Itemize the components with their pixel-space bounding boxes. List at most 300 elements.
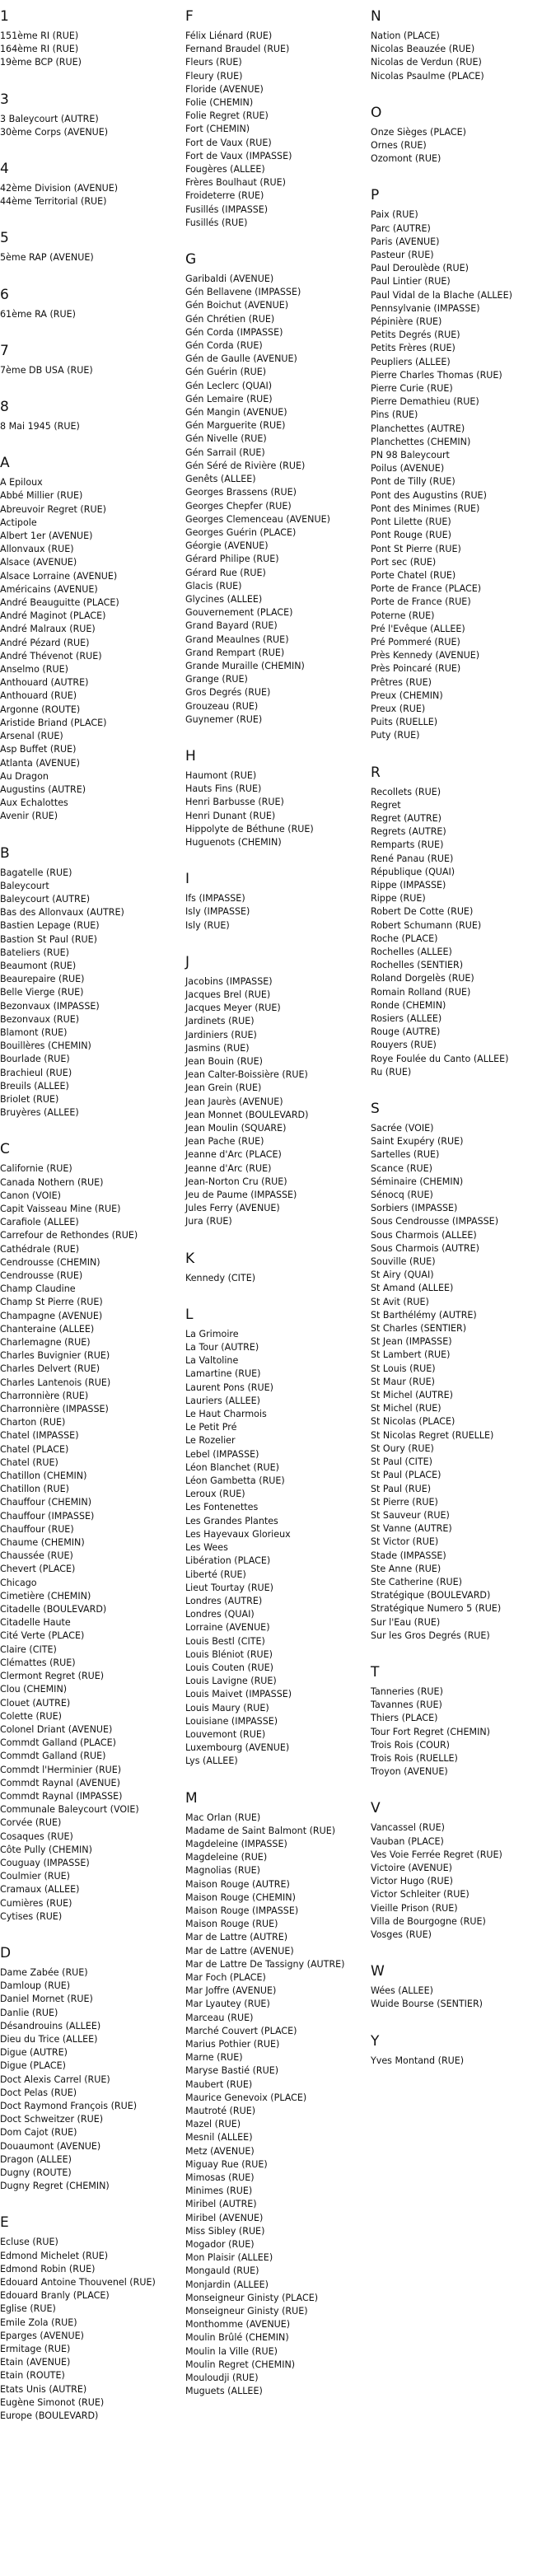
street-name: Grande Muraille (CHEMIN) (185, 660, 305, 671)
street-name: Près Kennedy (AVENUE) (371, 650, 480, 662)
street-name: Douaumont (AVENUE) (0, 2140, 101, 2152)
street-name: St Paul (PLACE) (371, 1470, 442, 1481)
section-letter-heading: V (371, 1800, 381, 1817)
street-name: Kennedy (CITE) (185, 1272, 256, 1283)
street-name: St Barthélémy (AUTRE) (371, 1309, 477, 1321)
letter-section (0, 1141, 185, 1924)
street-name: Luxembourg (AVENUE) (185, 1742, 290, 1754)
street-name: Léon Gambetta (RUE) (185, 1475, 285, 1487)
street-name: André Beauguitte (PLACE) (0, 597, 119, 609)
street-name: Peupliers (ALLEE) (371, 356, 451, 367)
section-letter-heading: T (371, 1663, 380, 1681)
letter-section (371, 105, 556, 166)
letter-section (185, 871, 371, 933)
street-name: Londres (AUTRE) (185, 1595, 263, 1606)
street-name: Louisiane (IMPASSE) (185, 1715, 278, 1727)
street-name: Isly (IMPASSE) (185, 906, 250, 918)
street-name: Champ St Pierre (RUE) (0, 1297, 103, 1308)
street-name: Baleycourt (AUTRE) (0, 893, 91, 905)
street-name: Moulin la Ville (RUE) (185, 2345, 278, 2357)
street-name: Magdeleine (RUE) (185, 1852, 268, 1863)
street-name: Georges Chepfer (RUE) (185, 500, 292, 512)
street-name: Bruyères (ALLEE) (0, 1107, 79, 1119)
letter-section (371, 1664, 556, 1779)
street-name: Charton (RUE) (0, 1417, 66, 1428)
street-name: Pont Lilette (RUE) (371, 517, 451, 528)
street-name: Mesnil (ALLEE) (185, 2132, 253, 2144)
street-name: Couguay (IMPASSE) (0, 1857, 90, 1868)
street-name: Pasteur (RUE) (371, 250, 434, 261)
street-name: Poterne (RUE) (371, 610, 435, 621)
street-name: Edmond Michelet (RUE) (0, 2250, 109, 2261)
street-name: Marius Pothier (RUE) (185, 2039, 280, 2050)
street-name: Maubert (RUE) (185, 2078, 253, 2090)
street-name: Digue (AUTRE) (0, 2047, 68, 2059)
street-name: Ves Voie Ferrée Regret (RUE) (371, 1849, 502, 1860)
street-name: Ermitage (RUE) (0, 2344, 71, 2355)
street-name: Chatel (PLACE) (0, 1443, 69, 1455)
street-name: Sorbiers (IMPASSE) (371, 1203, 458, 1214)
street-name: Londres (QUAI) (185, 1609, 255, 1620)
street-name: Rouyers (RUE) (371, 1040, 437, 1051)
street-name: Roland Dorgelès (RUE) (371, 973, 474, 984)
street-name: Fleurs (RUE) (185, 57, 242, 68)
street-name: Victor Schleiter (RUE) (371, 1889, 470, 1900)
street-name: Au Dragon (0, 770, 49, 782)
section-letter-heading: D (0, 1944, 12, 1961)
street-name: Moulin Regret (CHEMIN) (185, 2359, 296, 2370)
street-name: Grouzeau (RUE) (185, 700, 259, 712)
street-name: Huguenots (CHEMIN) (185, 836, 282, 848)
street-name: Recollets (RUE) (371, 786, 442, 797)
street-name: Chatel (IMPASSE) (0, 1430, 79, 1442)
street-name: Pont Rouge (RUE) (371, 530, 451, 541)
street-name: Cimetière (CHEMIN) (0, 1590, 91, 1601)
street-name: Libération (PLACE) (185, 1555, 271, 1567)
letter-section (371, 1101, 556, 1643)
street-name: Paul Lintier (RUE) (371, 276, 451, 288)
letter-section (185, 1790, 371, 2399)
street-name: Etain (AVENUE) (0, 2357, 71, 2368)
street-name: Gén Bellavene (IMPASSE) (185, 287, 301, 298)
street-name: Augustins (AUTRE) (0, 783, 86, 795)
street-name: Trois Rois (RUELLE) (371, 1752, 458, 1764)
street-name: Miribel (AVENUE) (185, 2212, 264, 2223)
street-name: Clou (CHEMIN) (0, 1684, 68, 1695)
index-column-2 (185, 8, 371, 2419)
street-name: Regrets (AUTRE) (371, 826, 446, 838)
street-name: Dugny Regret (CHEMIN) (0, 2181, 110, 2192)
street-name: Asp Buffet (RUE) (0, 744, 77, 755)
street-name: Louis Bestl (CITE) (185, 1635, 265, 1647)
street-name: Gén Chrétien (RUE) (185, 313, 275, 325)
street-name: St Lambert (RUE) (371, 1349, 451, 1361)
street-name: Charles Lantenois (RUE) (0, 1377, 111, 1388)
section-letter-heading: M (185, 1789, 198, 1807)
street-name: Pré l'Evêque (ALLEE) (371, 623, 465, 634)
street-name: Jeu de Paume (IMPASSE) (185, 1190, 297, 1201)
street-name: Sous Cendrousse (IMPASSE) (371, 1216, 499, 1227)
letter-section (371, 764, 556, 1079)
street-name: Doct Schweitzer (RUE) (0, 2114, 104, 2125)
street-name: Albert 1er (AVENUE) (0, 531, 93, 542)
street-name: Jeanne d'Arc (RUE) (185, 1162, 272, 1174)
section-letter-heading: 7 (0, 342, 9, 359)
street-name: Pins (RUE) (371, 409, 418, 421)
street-name: Daniel Mornet (RUE) (0, 1994, 93, 2005)
street-name: Pont de Tilly (RUE) (371, 476, 456, 488)
street-name: 5ème RAP (AVENUE) (0, 252, 94, 264)
street-name: Bouillères (CHEMIN) (0, 1040, 91, 1052)
street-name: Bastien Lepage (RUE) (0, 920, 100, 932)
street-name: Sartelles (RUE) (371, 1149, 440, 1161)
street-name: Miguay Rue (RUE) (185, 2158, 268, 2170)
street-name: Tavannes (RUE) (371, 1699, 442, 1711)
street-name: 7ème DB USA (RUE) (0, 364, 93, 376)
street-name: Fleury (RUE) (185, 70, 243, 82)
street-name: Pierre Demathieu (RUE) (371, 396, 479, 408)
street-name: Cosaques (RUE) (0, 1830, 73, 1842)
street-name: Pennsylvanie (IMPASSE) (371, 302, 480, 314)
street-name: Charronnière (RUE) (0, 1390, 89, 1401)
street-name: Jean Calter-Boissière (RUE) (185, 1069, 308, 1081)
street-name: St Nicolas Regret (RUELLE) (371, 1429, 494, 1441)
street-name: Glacis (RUE) (185, 580, 242, 591)
street-name: Porte de France (PLACE) (371, 583, 482, 595)
street-name: Genêts (ALLEE) (185, 474, 256, 485)
street-name: Mouloudji (RUE) (185, 2373, 259, 2384)
street-name: Maison Rouge (RUE) (185, 1919, 278, 1930)
section-letter-heading: W (371, 1963, 385, 1980)
street-name: Ru (RUE) (371, 1066, 412, 1078)
street-name: Mar de Lattre (AVENUE) (185, 1945, 294, 1957)
street-name: Danlie (RUE) (0, 2007, 58, 2018)
street-name: Gén Mangin (AVENUE) (185, 407, 287, 418)
street-name: Anthouard (AUTRE) (0, 677, 89, 689)
street-name: Dragon (ALLEE) (0, 2153, 72, 2165)
street-name: Cytises (RUE) (0, 1910, 63, 1922)
street-name: Jean Bouin (RUE) (185, 1056, 264, 1067)
letter-section (0, 287, 185, 321)
street-name: Paix (RUE) (371, 209, 418, 221)
street-name: Frères Boulhaut (RUE) (185, 177, 286, 189)
street-name: Canada Nothern (RUE) (0, 1176, 104, 1188)
street-name: Pépinière (RUE) (371, 316, 442, 328)
street-name: Sur les Gros Degrés (RUE) (371, 1629, 490, 1641)
street-name: Chatel (RUE) (0, 1456, 58, 1468)
street-name: Doct Alexis Carrel (RUE) (0, 2073, 110, 2085)
street-name: Belle Vierge (RUE) (0, 987, 84, 998)
street-name: Jeanne d'Arc (PLACE) (185, 1149, 282, 1161)
street-name: Chanteraine (ALLEE) (0, 1323, 95, 1335)
street-name: Charronnière (IMPASSE) (0, 1404, 109, 1415)
street-name: Gén Nivelle (RUE) (185, 433, 267, 445)
street-name: Arsenal (RUE) (0, 731, 63, 742)
street-name: Nicolas Beauzée (RUE) (371, 44, 475, 55)
street-name: 151ème RI (RUE) (0, 30, 79, 41)
street-name: St Sauveur (RUE) (371, 1509, 450, 1521)
street-name: Les Fontenettes (185, 1502, 259, 1513)
street-name: Robert Schumann (RUE) (371, 919, 482, 931)
street-name: Monseigneur Ginisty (RUE) (185, 2306, 308, 2317)
street-name: Charlemagne (RUE) (0, 1337, 91, 1349)
street-name: Maison Rouge (AUTRE) (185, 1878, 290, 1890)
street-name: Pont des Augustins (RUE) (371, 489, 487, 501)
street-name: Maryse Bastié (RUE) (185, 2065, 279, 2077)
street-name: Clermont Regret (RUE) (0, 1671, 105, 1682)
street-name: Près Poincaré (RUE) (371, 663, 461, 675)
street-name: Fort (CHEMIN) (185, 124, 250, 135)
street-name: Tour Fort Regret (CHEMIN) (371, 1726, 490, 1737)
letter-section (185, 1307, 371, 1769)
letter-section (185, 748, 371, 849)
street-name: Ste Catherine (RUE) (371, 1576, 463, 1587)
section-letter-heading: 5 (0, 230, 9, 247)
street-name: Gros Degrés (RUE) (185, 687, 271, 699)
street-name: Commdt Raynal (AVENUE) (0, 1777, 120, 1788)
street-name: Mon Plaisir (ALLEE) (185, 2252, 273, 2264)
street-name: St Maur (RUE) (371, 1376, 435, 1387)
street-name: Jean Monnet (BOULEVARD) (185, 1109, 309, 1120)
street-name: Beaurepaire (RUE) (0, 974, 85, 985)
street-name: Atlanta (AVENUE) (0, 757, 80, 769)
street-name: Tanneries (RUE) (371, 1685, 443, 1697)
street-name: Preux (CHEMIN) (371, 690, 443, 701)
street-name: Beaumont (RUE) (0, 960, 77, 971)
street-name: Georges Guérin (PLACE) (185, 526, 297, 538)
street-name: Mar Lyautey (RUE) (185, 1999, 270, 2010)
index-column-3 (371, 8, 556, 2089)
street-name: Parc (AUTRE) (371, 222, 431, 234)
street-name: Garibaldi (AVENUE) (185, 273, 274, 285)
street-name: Wées (ALLEE) (371, 1985, 433, 1997)
section-letter-heading: J (185, 953, 190, 970)
street-name: Muguets (ALLEE) (185, 2386, 263, 2397)
section-letter-heading: G (185, 251, 197, 269)
street-name: Anselmo (RUE) (0, 664, 68, 676)
letter-section (0, 343, 185, 377)
street-name: Port sec (RUE) (371, 556, 437, 568)
street-name: Mazel (RUE) (185, 2119, 241, 2130)
street-name: 61ème RA (RUE) (0, 308, 76, 320)
street-name: Bateliers (RUE) (0, 947, 69, 958)
street-name: Petits Frères (RUE) (371, 343, 456, 354)
street-name: Sous Charmois (ALLEE) (371, 1229, 477, 1241)
street-name: Wuide Bourse (SENTIER) (371, 1999, 483, 2010)
street-name: Capit Vaisseau Mine (RUE) (0, 1203, 121, 1214)
street-name: Puits (RUELLE) (371, 717, 438, 728)
street-name: Abreuvoir Regret (RUE) (0, 503, 106, 515)
street-name: Les Grandes Plantes (185, 1515, 278, 1526)
street-name: Citadelle (BOULEVARD) (0, 1604, 107, 1615)
street-name: Marceau (RUE) (185, 2012, 254, 2023)
street-name: Breuils (ALLEE) (0, 1080, 69, 1092)
street-name: Monseigneur Ginisty (PLACE) (185, 2292, 319, 2303)
street-name: Rochelles (SENTIER) (371, 960, 464, 971)
letter-section (0, 399, 185, 433)
street-name: Dame Zabée (RUE) (0, 1966, 88, 1978)
street-name: Grand Bayard (RUE) (185, 620, 278, 632)
street-name: St Amand (ALLEE) (371, 1283, 454, 1294)
street-name: Rochelles (ALLEE) (371, 946, 452, 957)
street-name: Chaussée (RUE) (0, 1550, 73, 1562)
street-name: Désandrouins (ALLEE) (0, 2020, 101, 2031)
street-name: Côte Pully (CHEMIN) (0, 1844, 92, 1855)
street-name: Chatillon (RUE) (0, 1484, 70, 1495)
street-name: Chaume (CHEMIN) (0, 1537, 85, 1549)
street-name: Géorgie (AVENUE) (185, 540, 269, 552)
letter-section (0, 8, 185, 70)
street-name: Dugny (ROUTE) (0, 2167, 72, 2178)
street-name: Carrefour de Rethondes (RUE) (0, 1230, 138, 1241)
section-letter-heading: H (185, 747, 196, 764)
street-name: 42ème Division (AVENUE) (0, 183, 119, 194)
letter-section (0, 91, 185, 139)
street-name: Henri Barbusse (RUE) (185, 797, 284, 808)
section-letter-heading: 4 (0, 161, 9, 178)
street-name: Ozomont (RUE) (371, 153, 442, 165)
street-name: Ronde (CHEMIN) (371, 999, 446, 1011)
section-letter-heading: F (185, 8, 194, 25)
section-letter-heading: P (371, 187, 380, 204)
street-name: Gén Corda (RUE) (185, 340, 263, 352)
street-name: Lamartine (RUE) (185, 1368, 261, 1380)
section-letter-heading: E (0, 2214, 9, 2232)
street-name: Ornes (RUE) (371, 140, 427, 152)
street-name: St Paul (CITE) (371, 1456, 433, 1468)
street-name: Fort de Vaux (IMPASSE) (185, 150, 292, 161)
street-name: Paul Deroulède (RUE) (371, 263, 469, 274)
street-name: Rosiers (ALLEE) (371, 1013, 442, 1024)
street-name: Marne (RUE) (185, 2052, 243, 2064)
letter-section (371, 1963, 556, 2011)
street-name: Mimosas (RUE) (185, 2172, 255, 2184)
street-name: Doct Raymond François (RUE) (0, 2100, 138, 2111)
street-name: République (QUAI) (371, 866, 456, 877)
street-name: Eparges (AVENUE) (0, 2330, 84, 2341)
street-name: Pierre Curie (RUE) (371, 383, 453, 395)
street-name: St Avit (RUE) (371, 1296, 429, 1307)
street-name: Jean-Norton Cru (RUE) (185, 1176, 287, 1187)
street-name: Magdeleine (IMPASSE) (185, 1838, 287, 1849)
street-name: Sous Charmois (AUTRE) (371, 1242, 479, 1254)
street-name: 164ème RI (RUE) (0, 44, 79, 55)
street-name: Pont St Pierre (RUE) (371, 543, 461, 554)
street-name: Colette (RUE) (0, 1710, 62, 1722)
street-name: 30ème Corps (AVENUE) (0, 126, 109, 138)
street-name: Avenir (RUE) (0, 811, 58, 822)
street-name: Pré Pommeré (RUE) (371, 636, 460, 648)
letter-section (0, 2214, 185, 2423)
street-name: Mautroté (RUE) (185, 2106, 256, 2117)
section-letter-heading: L (185, 1306, 194, 1323)
section-letter-heading: 6 (0, 286, 9, 303)
street-name: Gén Sarrail (RUE) (185, 446, 265, 458)
street-name: Victor Hugo (RUE) (371, 1876, 453, 1887)
street-name: Roye Foulée du Canto (ALLEE) (371, 1053, 509, 1064)
street-name: Les Hayevaux Glorieux (185, 1528, 291, 1540)
street-name: Bastion St Paul (RUE) (0, 933, 98, 945)
street-name: A Epiloux (0, 477, 43, 489)
street-name: Commdt Raynal (IMPASSE) (0, 1790, 123, 1802)
street-name: Maison Rouge (CHEMIN) (185, 1891, 296, 1903)
street-name: Léon Blanchet (RUE) (185, 1461, 280, 1473)
section-letter-heading: 3 (0, 91, 9, 108)
street-name: Georges Brassens (RUE) (185, 487, 297, 498)
street-name: Isly (RUE) (185, 919, 230, 931)
street-name: Gén Corda (IMPASSE) (185, 326, 283, 338)
street-name: La Grimoire (185, 1328, 239, 1339)
street-name: Grand Meaulnes (RUE) (185, 633, 289, 645)
street-name: Commdt Galland (RUE) (0, 1751, 106, 1762)
street-name: Fusillés (IMPASSE) (185, 203, 269, 215)
street-name: Glycines (ALLEE) (185, 593, 263, 605)
street-name: Aristide Briand (PLACE) (0, 717, 107, 728)
street-name: Leroux (RUE) (185, 1489, 245, 1500)
street-name: Fusillés (RUE) (185, 217, 248, 228)
street-name: Cathédrale (RUE) (0, 1243, 80, 1255)
letter-section (0, 845, 185, 1120)
street-name: Louis Maivet (IMPASSE) (185, 1689, 292, 1700)
street-name: Jacques Brel (RUE) (185, 989, 271, 1000)
street-name: Moulin Brûlé (CHEMIN) (185, 2332, 289, 2344)
street-name: St Pierre (RUE) (371, 1496, 438, 1508)
street-name: 19ème BCP (RUE) (0, 57, 82, 68)
section-letter-heading: 8 (0, 399, 9, 416)
street-name: Lorraine (AVENUE) (185, 1622, 270, 1634)
street-name: Clémattes (RUE) (0, 1657, 76, 1668)
street-name: Charles Buvignier (RUE) (0, 1350, 110, 1362)
street-name: Etats Unis (AUTRE) (0, 2383, 87, 2395)
street-name: St Airy (QUAI) (371, 1269, 434, 1281)
street-name: Lauriers (ALLEE) (185, 1395, 260, 1406)
street-name: Corvée (RUE) (0, 1817, 62, 1829)
letter-section (185, 1251, 371, 1285)
street-name: Edmond Robin (RUE) (0, 2263, 96, 2274)
street-name: Edouard Antoine Thouvenel (RUE) (0, 2277, 156, 2288)
street-name: Remparts (RUE) (371, 839, 444, 851)
street-name: Maison Rouge (IMPASSE) (185, 1905, 299, 1916)
section-letter-heading: 1 (0, 8, 9, 25)
street-name: St Louis (RUE) (371, 1363, 436, 1374)
street-name: Porte Chatel (RUE) (371, 569, 456, 581)
street-name: André Malraux (RUE) (0, 624, 96, 635)
street-name: Gén de Gaulle (AVENUE) (185, 353, 297, 365)
street-name: Troyon (AVENUE) (371, 1766, 448, 1778)
street-name: Américains (AVENUE) (0, 583, 98, 595)
street-name: Petits Degrés (RUE) (371, 330, 460, 341)
street-name: Brachieul (RUE) (0, 1067, 72, 1078)
section-letter-heading: N (371, 8, 381, 25)
street-name: La Tour (AUTRE) (185, 1342, 259, 1353)
street-name: Jean Grein (RUE) (185, 1082, 262, 1094)
street-name: Robert De Cotte (RUE) (371, 906, 474, 918)
street-name: Georges Clemenceau (AVENUE) (185, 513, 330, 525)
street-name: Guynemer (RUE) (185, 713, 263, 725)
street-name: Emile Zola (RUE) (0, 2317, 77, 2328)
street-name: St Jean (IMPASSE) (371, 1336, 452, 1348)
street-name: Bagatelle (RUE) (0, 867, 72, 878)
street-name: Bas des Allonvaux (AUTRE) (0, 907, 124, 919)
street-name: Fort de Vaux (RUE) (185, 137, 272, 148)
street-name: Fougères (ALLEE) (185, 164, 265, 175)
street-name: Le Petit Pré (185, 1422, 237, 1433)
street-name: Paris (AVENUE) (371, 236, 440, 247)
street-name: Jardiniers (RUE) (185, 1029, 257, 1040)
street-name: Regret (AUTRE) (371, 812, 442, 824)
street-name: Rippe (RUE) (371, 893, 426, 905)
street-name: Alsace (AVENUE) (0, 557, 77, 568)
